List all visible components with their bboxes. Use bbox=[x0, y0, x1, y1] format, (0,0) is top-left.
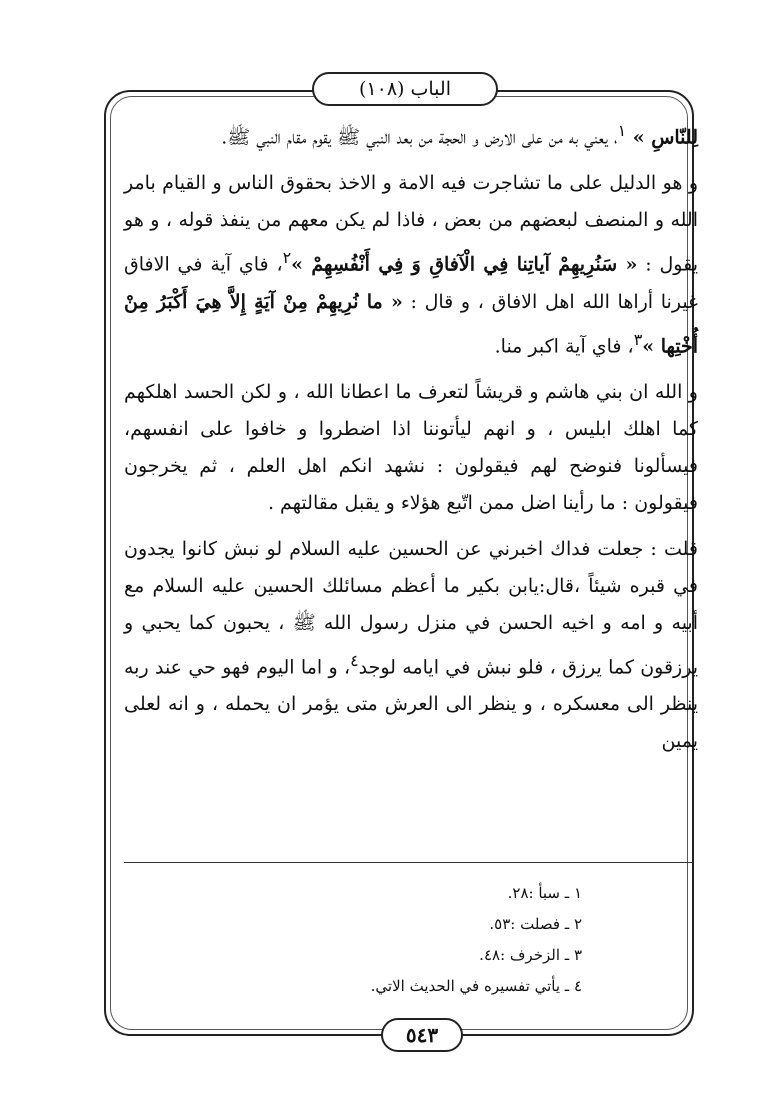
footnote-marker: ١ bbox=[617, 121, 627, 140]
page-number-box bbox=[381, 1018, 463, 1052]
footnote-marker: ٢ bbox=[282, 248, 292, 268]
paragraph-4: قلت : جعلت فداك اخبرني عن الحسين عليه السلام لو نبش كانوا يجدون في قبره شيئاً ،قال:يابن بكير ما أعظم مسائلك الحسين عليه السلام مع أبيه و امه و اخيه الحسن في منزل رسول الله ﷺ ، يحبون كما يحبي و يرزقون كما يرزق ، فلو نبش في ايامه لوجد$^٤$، و اما اليوم فهو حي عند ربه ينظر الى معسكره ، و ينظر الى العرش متى يؤمر ان يحمله ، و انه لعلى يمين bbox=[124, 537, 699, 753]
chapter-title: الباب (١٠٨) bbox=[359, 78, 451, 100]
footnote-4: ٤ ـ يأتي تفسيره في الحديث الاتي. bbox=[370, 977, 582, 995]
footnote-marker: ٣ bbox=[633, 329, 643, 349]
footnote-2: ٢ ـ فصلت :٥٣. bbox=[489, 915, 582, 933]
quran-quote: « ما نُرِيهِمْ مِنْ آيَةٍ إِلاَّ هِيَ أَكْبَرُ مِنْ أُخْتِها » bbox=[124, 290, 698, 357]
page-number: ٥٤٣ bbox=[405, 1023, 439, 1047]
chapter-header bbox=[312, 72, 498, 106]
footnote-marker: ٤ bbox=[350, 650, 359, 670]
footnote-divider bbox=[124, 862, 694, 863]
paragraph-1: لِلنّاسِ » $^١$، يعني به من على الارض و الحجة من بعد النبي ﷺ يقوم مقام النبي ﷺ. bbox=[221, 121, 698, 149]
paragraph-2: و هو الدليل على ما تشاجرت فيه الامة و الاخذ بحقوق الناس و القيام بامر الله و المنصف لبعضهم من بعض ، فاذا لم يكن معهم من ينفذ قوله ، و هو يقول : « سَنُرِيهِمْ آياتِنا فِي الْآفاقِ وَ فِي أَنْفُسِهِمْ »$^٢$، فاي آية في الافاق غيرنا أراها الله اهل الافاق ، و قال : « ما نُرِيهِمْ مِنْ آيَةٍ إِلاَّ هِيَ أَكْبَرُ مِنْ أُخْتِها »$^٣$، فاي آية اكبر منا. bbox=[124, 172, 699, 357]
main-text bbox=[124, 112, 698, 769]
paragraph-3: و الله ان بني هاشم و قريشاً لتعرف ما اعطانا الله ، و لكن الحسد اهلكهم كما اهلك ابليس ، و انهم ليأتوننا اذا اضطروا و خافوا على انفسهم، فيسألونا فنوضح لهم فيقولون : نشهد انكم اهل العلم ، ثم يخرجون فيقولون : ما رأينا اضل ممن اتّبع هؤلاء و يقبل مقالتهم . bbox=[124, 380, 698, 514]
footnote-3: ٣ ـ الزخرف :٤٨. bbox=[479, 946, 582, 964]
footnote-1: ١ ـ سبأ :٢٨. bbox=[507, 884, 582, 902]
footnotes bbox=[222, 878, 582, 1002]
quran-quote: « سَنُرِيهِمْ آياتِنا فِي الْآفاقِ وَ فِي أَنْفُسِهِمْ » bbox=[291, 253, 638, 276]
